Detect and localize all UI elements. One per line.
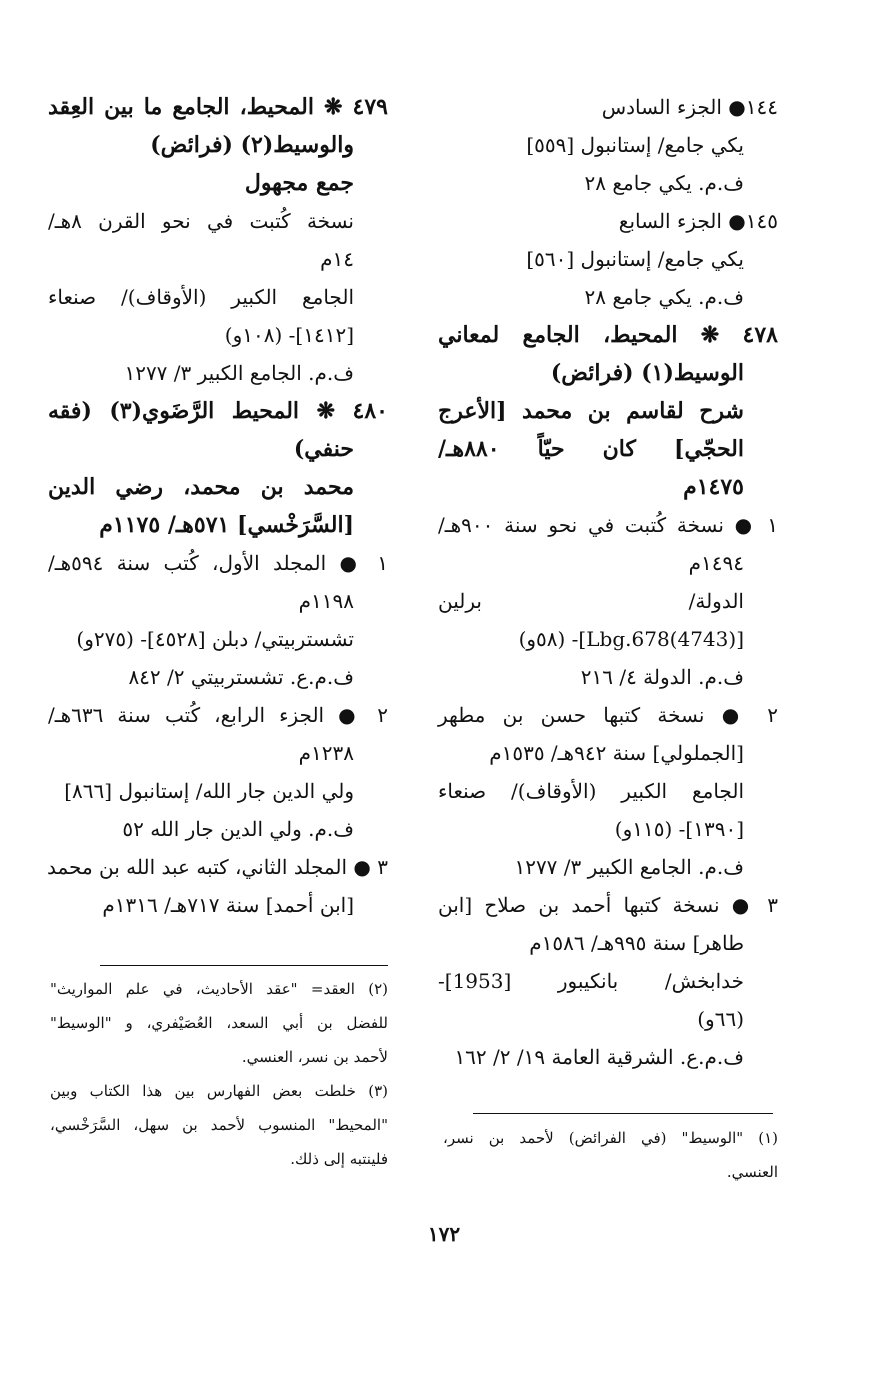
text-line: محمد بن محمد، رضي الدين [48,474,354,500]
text-line: ف.م. الجامع الكبير ٣/ ١٢٧٧ [514,855,744,879]
text-line: [السَّرَخْسي] ٥٧١هـ/ ١١٧٥م [99,512,354,538]
text-line: (٦٦و) [697,1007,744,1031]
page-number: ١٧٢ [427,1222,461,1246]
text-line: ٣ ● نسخة كتبها أحمد بن صلاح [ابن [438,893,778,917]
footnote-line: "المحيط" المنسوب لأحمد بن سهل، السَّرَخْسي، [50,1116,388,1134]
text-line: ١٤٤● الجزء السادس [601,95,778,119]
text-line: الوسيط(١) (فرائض) [550,360,744,386]
left-column [48,88,388,924]
text-line: ٤٨٠ ❋ المحيط الرَّضَوي(٣) (فقه [48,398,388,424]
text-line: ف.م.ع. تشستربيتي ٢/ ٨٤٢ [128,665,354,689]
footnote-line: (٢) العقد= "عقد الأحاديث، في علم المواريث" [50,980,388,998]
text-line: ف.م.ع. الشرقية العامة ١٩/ ٢/ ١٦٢ [454,1045,744,1069]
text-line: ولي الدين جار الله/ إستانبول [٨٦٦] [64,779,354,803]
footnotes-left [50,972,388,1176]
text-line: جمع مجهول [244,170,354,196]
text-line: ف.م. يكي جامع ٢٨ [584,171,744,195]
text-line: خدابخش/ بانكيبور [1953]- [438,969,744,993]
text-line: ١ ● المجلد الأول، كُتب سنة ٥٩٤هـ/ [48,551,388,575]
text-line: طاهر] سنة ٩٩٥هـ/ ١٥٨٦م [529,931,744,955]
text-line: [(4743)Lbg.678]- (٥٨و) [518,627,744,651]
text-line: ف.م. ولي الدين جار الله ٥٢ [122,817,354,841]
footnotes-right [443,1121,778,1189]
text-line: ١١٩٨م [298,589,354,613]
text-line: الحجّي] كان حيّاً ٨٨٠هـ/ [438,436,744,462]
footnote-line: فلينتبه إلى ذلك. [290,1150,388,1168]
right-column [438,88,778,1076]
text-line: ١٤م [320,247,354,271]
footnote-line: (١) "الوسيط" (في الفرائض) لأحمد بن نسر، [443,1129,778,1147]
text-line: ١ ● نسخة كُتبت في نحو سنة ٩٠٠هـ/ [438,513,778,537]
text-line: ف.م. يكي جامع ٢٨ [584,285,744,309]
text-line: شرح لقاسم بن محمد [الأعرج [438,398,744,424]
text-line: ٢ ● نسخة كتبها حسن بن مطهر [438,703,778,727]
text-line: [١٣٩٠]- (١١٥و) [614,817,744,841]
footnote-separator-right [473,1113,773,1114]
text-line: الجامع الكبير (الأوقاف)/ صنعاء [48,285,354,309]
text-line: ١٤٩٤م [688,551,744,575]
text-line: ف.م. الجامع الكبير ٣/ ١٢٧٧ [124,361,354,385]
text-line: [ابن أحمد] سنة ٧١٧هـ/ ١٣١٦م [102,893,354,917]
text-line: الدولة/ برلين [438,589,744,613]
text-line: ١٢٣٨م [298,741,354,765]
text-line: ف.م. الدولة ٤/ ٢١٦ [580,665,744,689]
footnote-line: العنسي. [726,1163,778,1181]
text-line: ٣ ● المجلد الثاني، كتبه عبد الله بن محمد [46,855,388,879]
text-line: ٢ ● الجزء الرابع، كُتب سنة ٦٣٦هـ/ [48,703,388,727]
footnote-separator-left [100,965,388,966]
text-line: ١٤٧٥م [683,474,744,500]
footnote-line: للفضل بن أبي السعد، العُصَيْفري، و "الوسيط" [50,1014,388,1032]
text-line: والوسيط(٢) (فرائض) [150,132,354,158]
text-line: يكي جامع/ إستانبول [٥٦٠] [526,247,744,271]
text-line: الجامع الكبير (الأوقاف)/ صنعاء [438,779,744,803]
text-line: ١٤٥● الجزء السابع [618,209,778,233]
text-line: تشستربيتي/ دبلن [٤٥٢٨]- (٢٧٥و) [76,627,354,651]
text-line: ٤٧٩ ❋ المحيط، الجامع ما بين العِقد [48,94,388,120]
text-line: نسخة كُتبت في نحو القرن ٨هـ/ [48,209,354,233]
text-line: يكي جامع/ إستانبول [٥٥٩] [526,133,744,157]
text-line: ٤٧٨ ❋ المحيط، الجامع لمعاني [438,322,778,348]
footnote-line: (٣) خلطت بعض الفهارس بين هذا الكتاب وبين [50,1082,388,1100]
text-line: [١٤١٢]- (١٠٨و) [224,323,354,347]
text-line: حنفي) [293,436,354,462]
footnote-line: لأحمد بن نسر، العنسي. [241,1048,388,1066]
text-line: [الجملولي] سنة ٩٤٢هـ/ ١٥٣٥م [489,741,744,765]
